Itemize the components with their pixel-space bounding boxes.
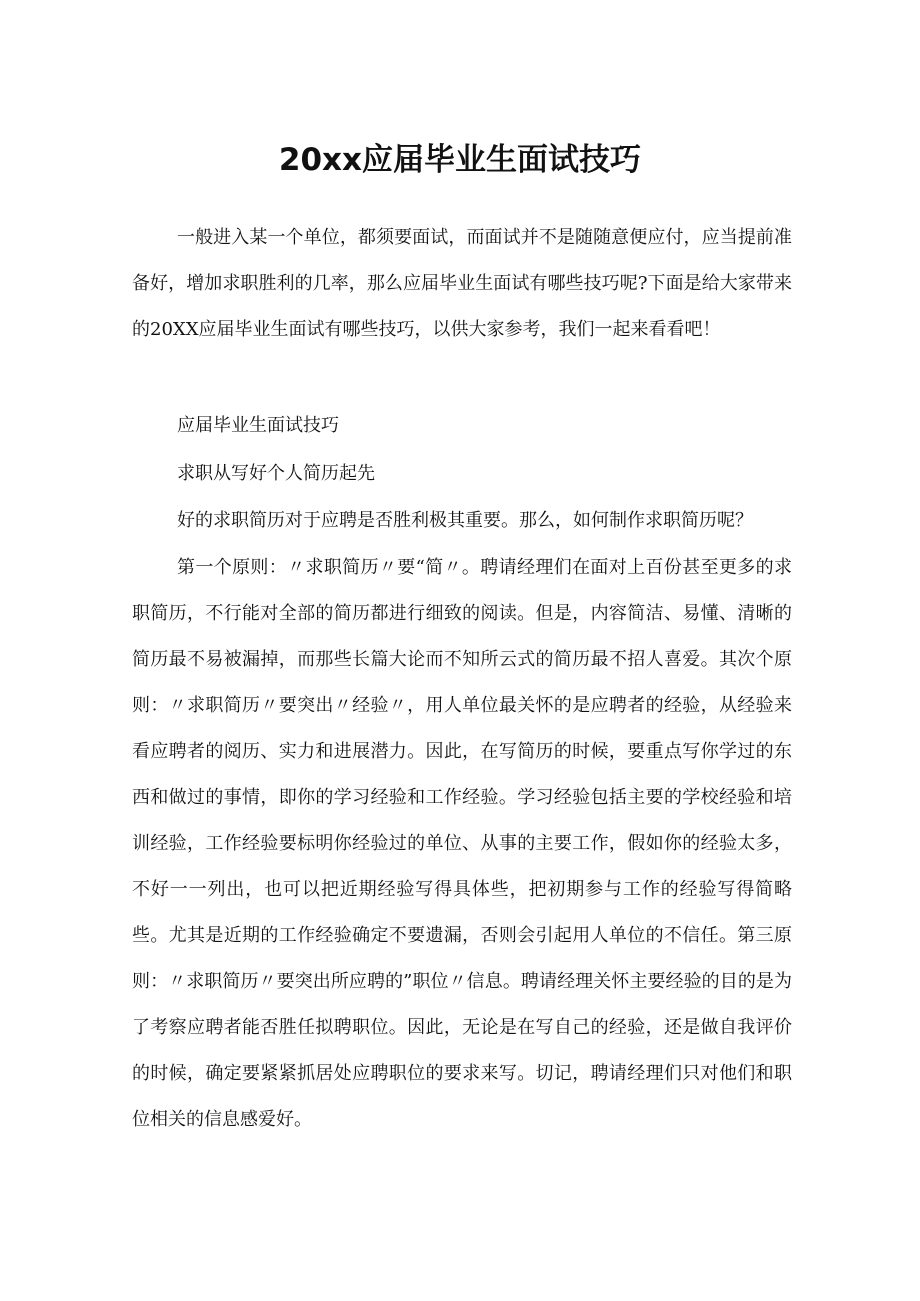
section-heading: 应届毕业生面试技巧 <box>177 415 339 436</box>
question-paragraph: 好的求职简历对于应聘是否胜利极其重要。那么，如何制作求职简历呢？ <box>177 510 753 531</box>
intro-paragraph: 一般进入某一个单位，都须要面试，而面试并不是随随意便应付，应当提前准备好，增加求职胜利的几率，那么应届毕业生面试有哪些技巧呢?下面是给大家带来的20XX应届毕业生面试有哪些技巧，以供大家参考，我们一起来看看吧！ <box>132 227 792 340</box>
subsection-heading: 求职从写好个人简历起先 <box>177 463 375 484</box>
principles-paragraph: 第一个原则：〃求职简历〃要“简〃。聘请经理们在面对上百份甚至更多的求职简历，不行能对全部的简历都进行细致的阅读。但是，内容简洁、易懂、清晰的简历最不易被漏掉，而那些长篇大论而不知所云式的简历最不招人喜爱。其次个原则：〃求职简历〃要突出〃经验〃，用人单位最关怀的是应聘者的经验，从经验来看应聘者的阅历、实力和进展潜力。因此，在写简历的时候，要重点写你学过的东西和做过的事情，即你的学习经验和工作经验。学习经验包括主要的学校经验和培训经验，工作经验要标明你经验过的单位、从事的主要工作，假如你的经验太多，不好一一列出，也可以把近期经验写得具体些，把初期参与工作的经验写得简略些。尤其是近期的工作经验确定不要遗漏，否则会引起用人单位的不信任。第三原则：〃求职简历〃要突出所应聘的”职位〃信息。聘请经理关怀主要经验的目的是为了考察应聘者能否胜任拟聘职位。因此，无论是在写自己的经验，还是做自我评价的时候，确定要紧紧抓居处应聘职位的要求来写。切记，聘请经理们只对他们和职位相关的信息感爱好。 <box>132 557 792 1130</box>
document-title: 20xx应届毕业生面试技巧 <box>278 142 642 178</box>
